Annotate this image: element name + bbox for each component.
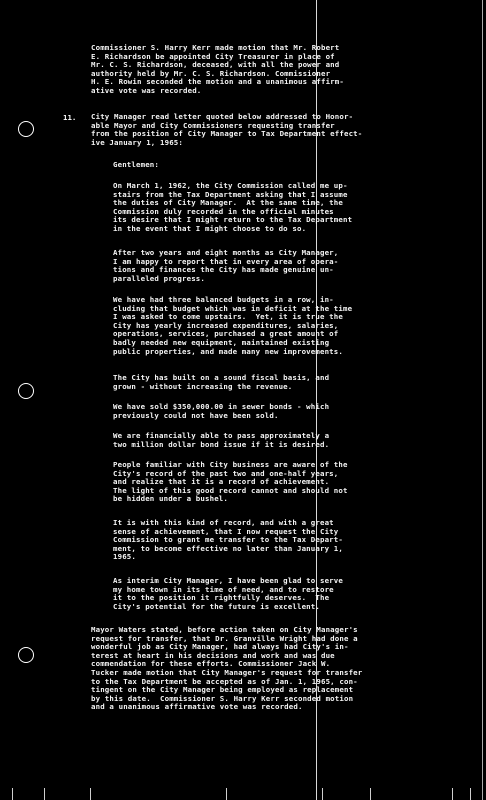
- letter-paragraph-8: It is with this kind of record, and with a great sense of achievement, that I now request the City Commission to grant me transfer to the Tax Depart- ment, to become effective no later than January 1, 1965.: [113, 518, 343, 562]
- letter-paragraph-5: We have sold $350,000.00 in sewer bonds - which previously could not have been sold.: [113, 402, 330, 420]
- letter-salutation: Gentlemen:: [113, 160, 159, 169]
- paragraph-treasurer-motion: Commissioner S. Harry Kerr made motion that Mr. Robert E. Richardson be appointed City Treasurer in place of Mr. C. S. Richardson, deceased, with all the power and authority held by Mr. C. S. Richardson. Commissioner H. E. Rowin seconded the motion and a unanimous affirm- ative vote was recorded.: [91, 43, 344, 95]
- letter-paragraph-9: As interim City Manager, I have been glad to serve my home town in its time of need, and to restore it to the position it rightfully deserves. The City's potential for the future is excellent.: [113, 576, 343, 611]
- letter-paragraph-2: After two years and eight months as City Manager, I am happy to report that in every area of opera- tions and finances the City has made genuine un- paralleled progress.: [113, 248, 339, 283]
- letter-paragraph-4: The City has built on a sound fiscal basis, and grown - without increasing the revenue.: [113, 373, 330, 391]
- punch-hole-icon: [18, 121, 34, 137]
- item-number: 11.: [63, 113, 77, 122]
- scan-edge-line: [482, 0, 483, 800]
- paragraph-letter-intro: City Manager read letter quoted below addressed to Honor- able Mayor and City Commissioners requesting transfer from the position of City Manager to Tax Department effect- ive January 1, 1965:: [91, 112, 363, 147]
- letter-paragraph-7: People familiar with City business are aware of the City's record of the past two and one-half years, and realize that it is a record of achievement. The light of this good record cannot and should not be hidden under a bushel.: [113, 460, 348, 504]
- paragraph-mayor-statement: Mayor Waters stated, before action taken on City Manager's request for transfer, that Dr. Granville Wright had done a wonderful job as City Manager, had always had City's in- terest at heart in his decisions and work and was due commendation for these efforts. Commissioner Jack W. Tucker made motion that City Manager's request for transfer to the Tax Department be accepted as of Jan. 1, 1965, con- tingent on the City Manager being employed as replacement by this date. Commissioner S. Harry Kerr seconded motion and a unanimous affirmative vote was recorded.: [91, 625, 363, 712]
- letter-paragraph-3: We have had three balanced budgets in a row, in- cluding that budget which was in deficit at the time I was asked to come upstairs. Yet, it is true the City has yearly increased expenditures, salaries, operations, services, purchased a great amount of badly needed new equipment, maintained existing public properties, and made many new improvements.: [113, 295, 353, 356]
- punch-hole-icon: [18, 383, 34, 399]
- punch-hole-icon: [18, 647, 34, 663]
- letter-paragraph-1: On March 1, 1962, the City Commission called me up- stairs from the Tax Department asking that I assume the duties of City Manager. At the same time, the Commission duly recorded in the official minutes its desire that I might return to the Tax Department in the event that I might choose to do so.: [113, 181, 353, 233]
- scan-bottom-edge: [0, 788, 486, 800]
- letter-paragraph-6: We are financially able to pass approximately a two million dollar bond issue if it is desired.: [113, 431, 330, 449]
